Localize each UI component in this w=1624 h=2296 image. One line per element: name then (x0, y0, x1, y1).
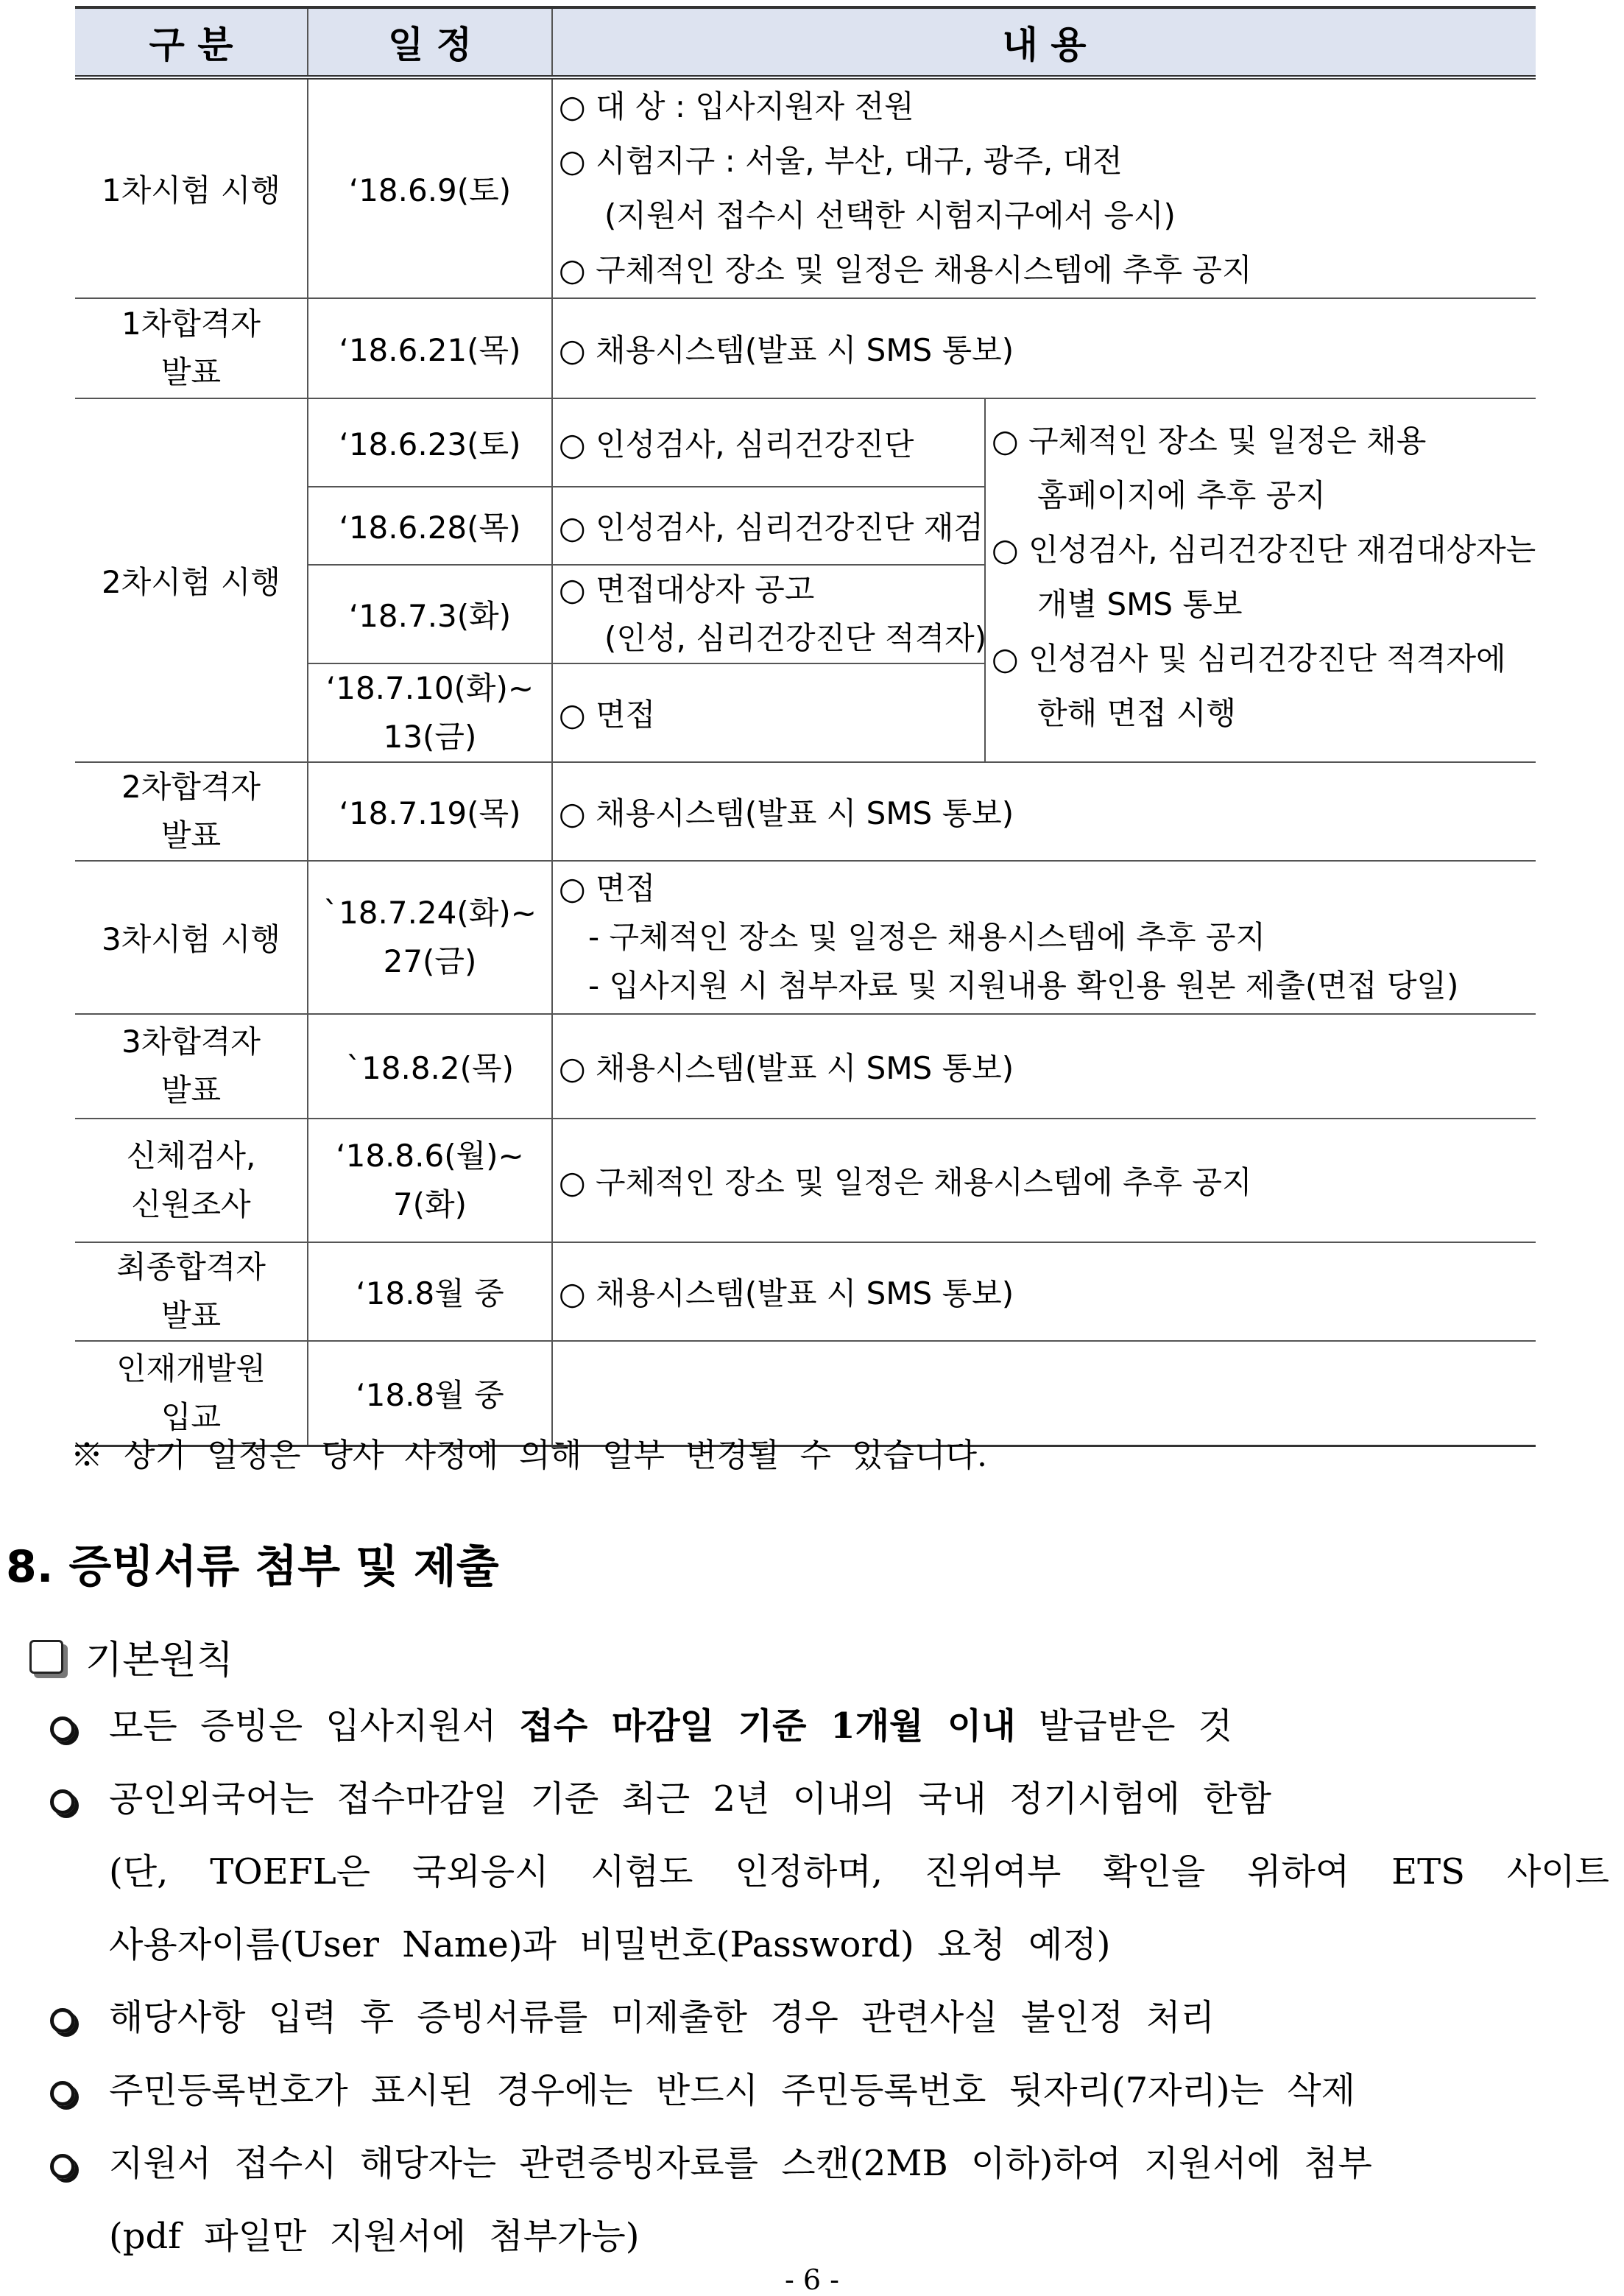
row-category (75, 1014, 308, 1119)
bullet-text-pre: 모든 증빙은 입사지원서 (109, 1705, 520, 1747)
circle-bullet-icon (50, 2081, 75, 2106)
word: 인정하며, (735, 1851, 883, 1892)
schedule-change-note: ※ 상기 일정은 당사 사정에 의해 일부 변경될 수 있습니다. (71, 1437, 987, 1474)
row-date: ‘18.6.9(토) (308, 77, 552, 298)
category-line: 발표 (160, 817, 222, 853)
table-row (75, 398, 1536, 487)
date-line: 13(금) (383, 719, 477, 755)
bullet-text (109, 1690, 1609, 1763)
bullet-text-continued (109, 1836, 1609, 1909)
bullet-text: 주민등록번호가 표시된 경우에는 반드시 주민등록번호 뒷자리(7자리)는 삭제 (109, 2070, 1355, 2111)
content-line: - 구체적인 장소 및 일정은 채용시스템에 추후 공지 (588, 919, 1266, 955)
table-row (75, 298, 1536, 398)
row-content: ○ 채용시스템(발표 시 SMS 통보) (552, 1014, 1536, 1119)
category-line: 최종합격자 (116, 1249, 266, 1285)
bullet-text: 지원서 접수시 해당자는 관련증빙자료를 스캔(2MB 이하)하여 지원서에 첨부 (109, 2143, 1372, 2184)
circle-bullet-icon (50, 1789, 75, 1814)
header-date: 일 정 (308, 7, 552, 77)
row-date: ‘18.8월 중 (308, 1242, 552, 1341)
subheading-label: 기본원칙 (85, 1638, 233, 1683)
word: TOEFL은 (210, 1851, 371, 1892)
principles-list (41, 1690, 1609, 2273)
word: 진위여부 (924, 1851, 1062, 1892)
row-content: ○ 인성검사, 심리건강진단 (552, 398, 985, 487)
side-note-line: 개별 SMS 통보 (1037, 586, 1243, 622)
word: ETS (1391, 1851, 1466, 1892)
list-item (41, 1690, 1609, 1763)
row-date: ‘18.6.28(목) (308, 487, 552, 565)
table-row (75, 1242, 1536, 1341)
row-category: 3차시험 시행 (75, 861, 308, 1014)
category-line: 발표 (160, 1072, 222, 1108)
bullet-text: 공인외국어는 접수마감일 기준 최근 2년 이내의 국내 정기시험에 한함 (109, 1778, 1271, 1820)
row-category: 2차시험 시행 (75, 398, 308, 762)
bullet-text-continued: (pdf 파일만 지원서에 첨부가능) (109, 2216, 640, 2257)
category-line: 입교 (160, 1398, 222, 1435)
row-date (308, 663, 552, 762)
list-item (41, 2127, 1609, 2273)
page-number: - 6 - (784, 2264, 839, 2296)
table-row (75, 1014, 1536, 1119)
row-category (75, 1119, 308, 1242)
row-date: ‘18.7.19(목) (308, 762, 552, 861)
header-content: 내 용 (552, 7, 1536, 77)
category-line: 2차합격자 (121, 769, 261, 805)
word: 시험도 (590, 1851, 693, 1892)
date-line: 27(금) (383, 943, 477, 979)
table-row (75, 762, 1536, 861)
row-date: ‘18.8월 중 (308, 1341, 552, 1445)
word: 사이트 (1506, 1851, 1609, 1892)
row-content: ○ 인성검사, 심리건강진단 재검 (552, 487, 985, 565)
row-content: ○ 면접 (552, 663, 985, 762)
category-line: 1차합격자 (121, 306, 261, 342)
row-date: ‘18.7.3(화) (308, 565, 552, 663)
row-date: `18.8.2(목) (308, 1014, 552, 1119)
header-category: 구 분 (75, 7, 308, 77)
list-item (41, 2054, 1609, 2127)
content-line: ○ 시험지구 : 서울, 부산, 대구, 광주, 대전 (559, 143, 1123, 179)
side-note-line: 홈페이지에 추후 공지 (1037, 477, 1326, 513)
row-date (308, 1119, 552, 1242)
row-content: ○ 채용시스템(발표 시 SMS 통보) (552, 298, 1536, 398)
row-date (308, 861, 552, 1014)
content-line: (인성, 심리건강진단 적격자) (604, 620, 987, 656)
circle-bullet-icon (50, 2154, 75, 2179)
bullet-text-emphasis: 접수 마감일 기준 1개월 이내 (519, 1705, 1016, 1747)
checkbox-square-icon (29, 1640, 63, 1674)
row-side-notes (985, 398, 1536, 762)
content-line: ○ 면접대상자 공고 (559, 571, 815, 608)
word: 위하여 (1247, 1851, 1350, 1892)
row-date: ‘18.6.23(토) (308, 398, 552, 487)
table-row (75, 77, 1536, 298)
row-content (552, 861, 1536, 1014)
content-line: ○ 대 상 : 입사지원자 전원 (559, 88, 914, 124)
category-line: 발표 (160, 1297, 222, 1334)
word: (단, (109, 1851, 169, 1892)
row-content: ○ 채용시스템(발표 시 SMS 통보) (552, 1242, 1536, 1341)
content-line: ○ 구체적인 장소 및 일정은 채용시스템에 추후 공지 (559, 252, 1252, 288)
circle-bullet-icon (50, 2008, 75, 2033)
table-header-row (75, 7, 1536, 77)
table-row (75, 861, 1536, 1014)
side-note-line: ○ 구체적인 장소 및 일정은 채용 (992, 423, 1427, 459)
category-line: 신원조사 (131, 1186, 251, 1222)
subheading (29, 1629, 233, 1684)
section-title: 8. 증빙서류 첨부 및 제출 (6, 1541, 499, 1593)
bullet-text-continued: 사용자이름(User Name)과 비밀번호(Password) 요청 예정) (109, 1924, 1111, 1965)
content-line: ○ 면접 (559, 870, 656, 906)
side-note-line: ○ 인성검사, 심리건강진단 재검대상자는 (992, 532, 1536, 568)
row-content (552, 77, 1536, 298)
row-content: ○ 구체적인 장소 및 일정은 채용시스템에 추후 공지 (552, 1119, 1536, 1242)
side-note-line: 한해 면접 시행 (1037, 695, 1237, 731)
category-line: 발표 (160, 354, 222, 390)
bullet-text: 해당사항 입력 후 증빙서류를 미제출한 경우 관련사실 불인정 처리 (109, 1997, 1215, 2038)
content-line: (지원서 접수시 선택한 시험지구에서 응시) (604, 197, 1176, 233)
recruitment-schedule-table (75, 6, 1536, 1447)
content-line: - 입사지원 시 첨부자료 및 지원내용 확인용 원본 제출(면접 당일) (588, 968, 1459, 1004)
row-category: 1차시험 시행 (75, 77, 308, 298)
word: 국외응시 (412, 1851, 549, 1892)
list-item (41, 1763, 1609, 1982)
row-category (75, 762, 308, 861)
category-line: 신체검사, (126, 1138, 256, 1174)
row-content: ○ 채용시스템(발표 시 SMS 통보) (552, 762, 1536, 861)
row-date: ‘18.6.21(목) (308, 298, 552, 398)
bullet-text-post: 발급받은 것 (1015, 1705, 1233, 1747)
date-line: `18.7.24(화)~ (323, 895, 537, 931)
category-line: 3차합격자 (121, 1024, 261, 1060)
date-line: ‘18.8.6(월)~ (336, 1138, 524, 1174)
date-line: ‘18.7.10(화)~ (325, 670, 534, 706)
date-line: 7(화) (392, 1186, 467, 1222)
table-row (75, 1119, 1536, 1242)
word: 확인을 (1103, 1851, 1206, 1892)
side-note-line: ○ 인성검사 및 심리건강진단 적격자에 (992, 641, 1506, 677)
row-content (552, 565, 985, 663)
circle-bullet-icon (50, 1716, 75, 1742)
row-category (75, 298, 308, 398)
list-item (41, 1982, 1609, 2054)
category-line: 인재개발원 (116, 1350, 266, 1387)
row-category (75, 1242, 308, 1341)
